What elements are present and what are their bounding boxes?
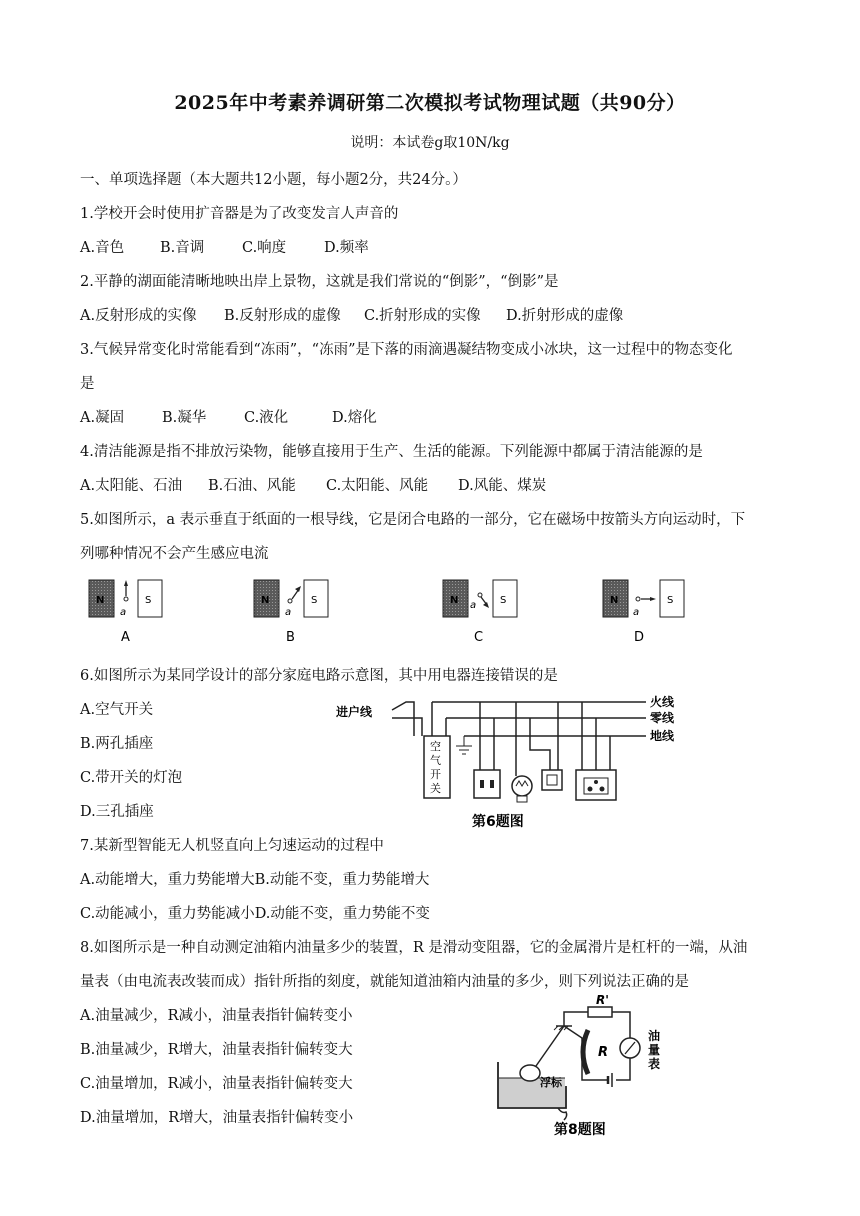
q4-option-d: D.风能、煤炭	[458, 478, 547, 494]
q5-figure	[80, 575, 700, 650]
south-pole-label: S	[145, 595, 152, 606]
wire-label: a	[633, 607, 640, 618]
north-pole-label: N	[96, 595, 105, 606]
q7-stem: 7.某新型智能无人机竖直向上匀速运动的过程中	[80, 838, 384, 854]
q5-label-b: B	[286, 630, 295, 645]
q8-oil-gauge-figure	[492, 990, 682, 1142]
south-pole-label: S	[500, 595, 507, 606]
q7-options-row1	[80, 868, 429, 889]
wire-label: a	[120, 607, 127, 618]
q2-option-a: A.反射形成的实像	[80, 308, 197, 324]
q8-option-a: A.油量减少，R减小，油量表指针偏转变小	[80, 1008, 353, 1024]
rheostat-label: R	[598, 1045, 609, 1060]
q3-option-c: C.液化	[244, 410, 289, 426]
exam-title: 2025年中考素养调研第二次模拟考试物理试题（共90分）	[174, 92, 686, 114]
breaker-char: 空	[430, 740, 441, 753]
q2-option-d: D.折射形成的虚像	[506, 308, 624, 324]
q7-option-c: C.动能减小，重力势能减小	[80, 906, 255, 922]
q4-stem: 4.清洁能源是指不排放污染物，能够直接用于生产、生活的能源。下列能源中都属于清洁能源的是	[80, 444, 703, 460]
south-pole-label: S	[311, 595, 318, 606]
q6-option-a: A.空气开关	[80, 702, 154, 718]
q6-option-d: D.三孔插座	[80, 804, 154, 820]
q1-option-b: B.音调	[160, 240, 205, 256]
q5-option-d-diagram	[603, 580, 684, 645]
q2-stem: 2.平静的湖面能清晰地映出岸上景物，这就是我们常说的“倒影”，“倒影”是	[80, 274, 559, 290]
fixed-resistor	[588, 1007, 612, 1017]
q3-stem: 3.气候异常变化时常能看到“冻雨”，“冻雨”是下落的雨滴遇凝结物变成小冰块，这一过程中的物态变化	[80, 342, 733, 358]
north-pole-label: N	[610, 595, 619, 606]
neutral-wire-label: 零线	[650, 711, 675, 725]
live-wire-label: 火线	[650, 695, 675, 709]
q4-option-b: B.石油、风能	[208, 478, 296, 494]
q5-option-b-diagram	[254, 580, 328, 645]
south-pole-label: S	[667, 595, 674, 606]
q1-option-c: C.响度	[242, 240, 287, 256]
lamp-switch	[542, 770, 562, 790]
q5-stem: 5.如图所示，a 表示垂直于纸面的一根导线，它是闭合电路的一部分，它在磁场中按箭头方向运动时，下	[80, 512, 746, 528]
q1-stem: 1.学校开会时使用扩音器是为了改变发言人声音的	[80, 206, 399, 222]
float	[520, 1065, 540, 1081]
q2-options	[80, 304, 623, 325]
q6-option-c: C.带开关的灯泡	[80, 770, 183, 786]
q3-option-a: A.凝固	[80, 410, 125, 426]
q6-stem: 6.如图所示为某同学设计的部分家庭电路示意图，其中用电器连接错误的是	[80, 668, 558, 684]
q7-option-b: B.动能不变，重力势能增大	[254, 872, 430, 888]
q1-options	[80, 236, 369, 257]
q8-option-c: C.油量增加，R减小，油量表指针偏转变大	[80, 1076, 353, 1092]
breaker-char: 开	[430, 768, 441, 781]
q5-label-a: A	[121, 630, 130, 645]
q4-option-a: A.太阳能、石油	[80, 478, 183, 494]
q5-stem-cont: 列哪种情况不会产生感应电流	[80, 546, 269, 562]
q1-option-d: D.频率	[324, 240, 369, 256]
q4-options	[80, 474, 546, 495]
meter-char: 油	[648, 1029, 661, 1043]
float-label: 浮标	[540, 1076, 562, 1089]
fixed-resistor-label: R'	[596, 993, 609, 1007]
meter-char: 表	[648, 1057, 661, 1071]
q8-option-d: D.油量增加，R增大，油量表指针偏转变小	[80, 1110, 354, 1126]
q3-stem-cont: 是	[80, 376, 95, 392]
ground-wire-label: 地线	[650, 729, 675, 743]
exam-note: 说明：本试卷g取10N/kg	[350, 135, 510, 151]
wire-label: a	[470, 600, 477, 611]
rheostat	[583, 1030, 588, 1074]
q8-stem-cont: 量表（由电流表改装而成）指针所指的刻度，就能知道油箱内油量的多少，则下列说法正确的是	[80, 974, 689, 990]
q2-option-b: B.反射形成的虚像	[224, 308, 341, 324]
q3-option-b: B.凝华	[162, 410, 207, 426]
q7-options-row2	[80, 902, 430, 923]
q5-option-c-diagram	[443, 580, 517, 645]
q5-label-c: C	[474, 630, 484, 645]
north-pole-label: N	[450, 595, 459, 606]
meter-char: 量	[648, 1043, 661, 1057]
figure6-caption: 第6题图	[472, 814, 524, 830]
q5-option-a-diagram	[89, 580, 162, 645]
q6-circuit-figure	[330, 688, 710, 838]
entry-line-label: 进户线	[336, 705, 373, 719]
q4-option-c: C.太阳能、风能	[326, 478, 429, 494]
q3-option-d: D.熔化	[332, 410, 377, 426]
q1-option-a: A.音色	[80, 240, 125, 256]
north-pole-label: N	[261, 595, 270, 606]
q7-option-d: D.动能不变，重力势能不变	[254, 906, 430, 922]
q5-label-d: D	[634, 630, 645, 645]
two-hole-socket	[474, 770, 500, 798]
q8-stem: 8.如图所示是一种自动测定油箱内油量多少的装置，R 是滑动变阻器，它的金属滑片是杠杆的一端，从油	[80, 940, 748, 956]
breaker-char: 关	[430, 782, 441, 795]
breaker-char: 气	[430, 754, 441, 767]
q6-option-b: B.两孔插座	[80, 736, 154, 752]
figure8-caption: 第8题图	[554, 1122, 606, 1138]
q8-option-b: B.油量减少，R增大，油量表指针偏转变大	[80, 1042, 353, 1058]
q3-options	[80, 406, 377, 427]
wire-label: a	[285, 607, 292, 618]
q7-option-a: A.动能增大，重力势能增大	[80, 872, 255, 888]
section-heading: 一、单项选择题（本大题共12小题，每小题2分，共24分。）	[80, 172, 467, 188]
three-hole-socket	[576, 770, 616, 800]
q2-option-c: C.折射形成的实像	[364, 308, 481, 324]
